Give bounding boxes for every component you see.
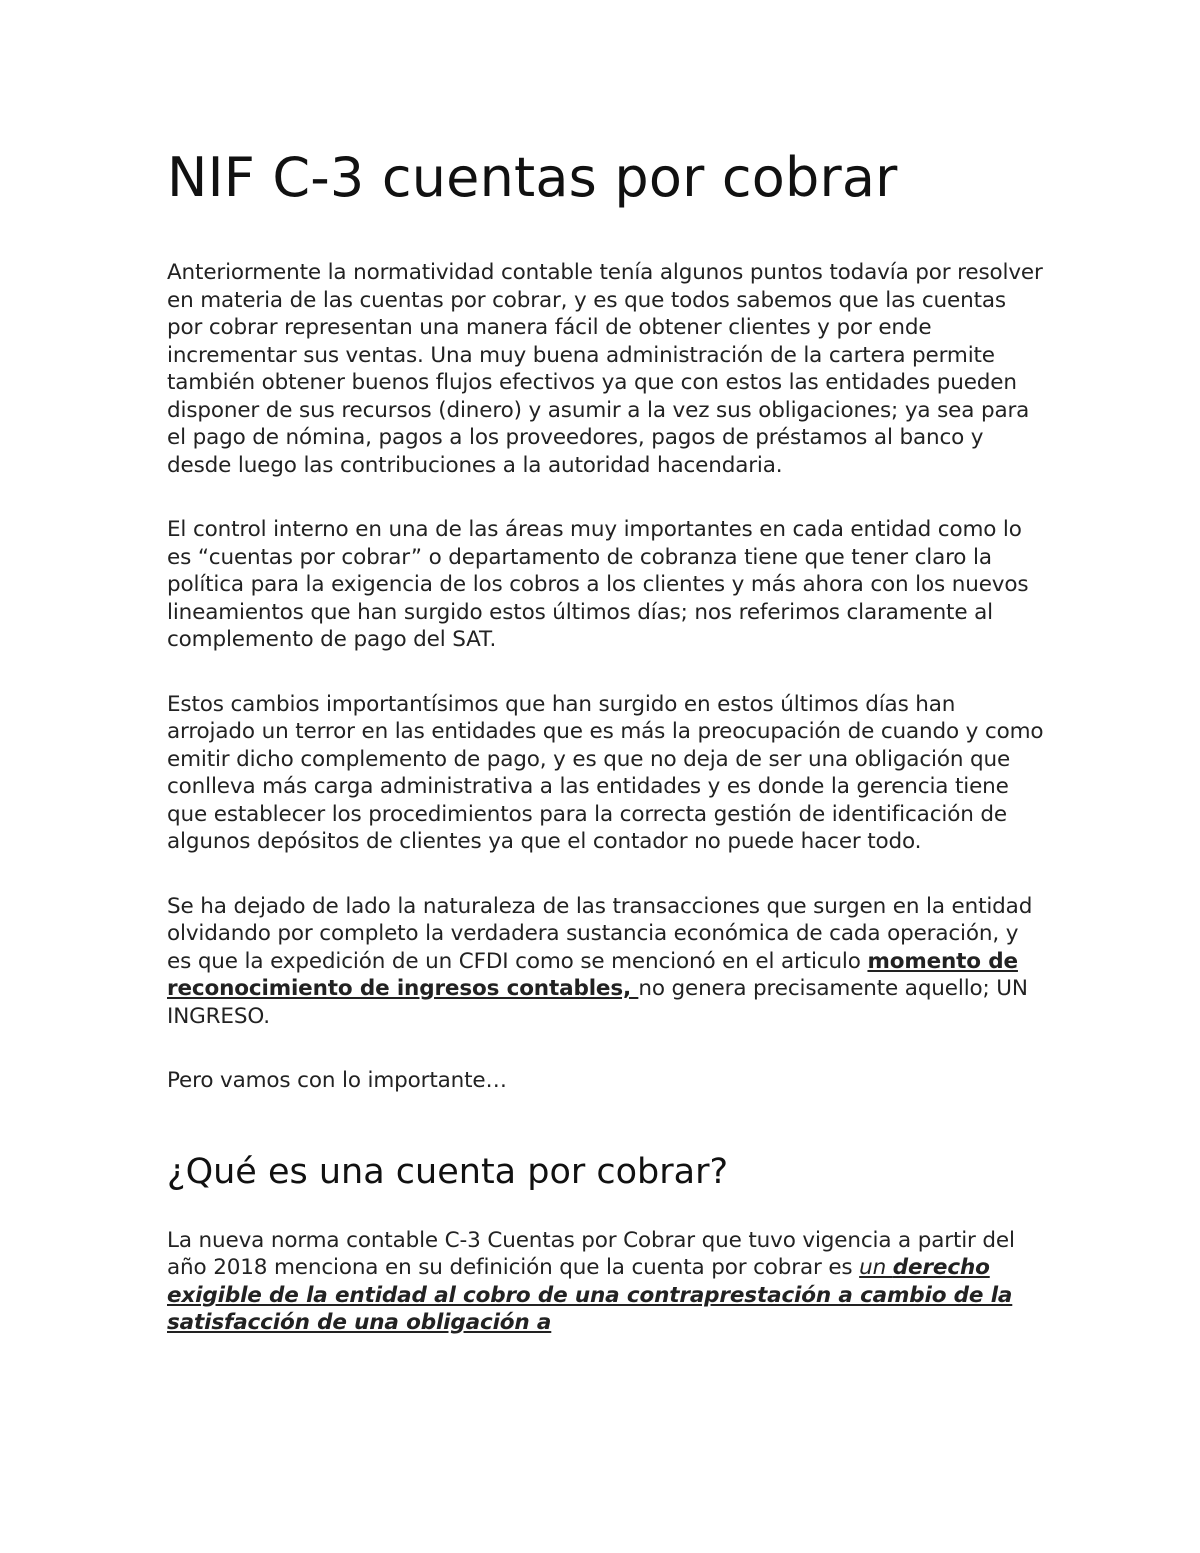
article-link[interactable]: momento de reconocimiento de ingresos contables, bbox=[167, 948, 1018, 1001]
paragraph-control-interno: El control interno en una de las áreas muy importantes en cada entidad como lo es “cuentas por cobrar” o departamento de cobranza tiene que tener claro la política para la exigencia de los cobros a los clientes y más ahora con los nuevos lineamientos que han surgido estos últimos días; nos referimos claramente al complemento de pago del SAT. bbox=[167, 517, 1029, 652]
paragraph-definicion bbox=[167, 1227, 1047, 1337]
definition-link-start[interactable]: un bbox=[859, 1255, 893, 1280]
document-page bbox=[167, 140, 1047, 1374]
paragraph-naturaleza-text-before: Se ha dejado de lado la naturaleza de las transacciones que surgen en la entidad olvidando por completo la verdadera sustancia económica de cada operación, y es que la expedición de un CFDI como se mencionó en el articulo bbox=[167, 893, 1033, 974]
paragraph-importante: Pero vamos con lo importante… bbox=[167, 1068, 507, 1093]
paragraph-intro: Anteriormente la normatividad contable tenía algunos puntos todavía por resolver en materia de las cuentas por cobrar, y es que todos sabemos que las cuentas por cobrar representan una manera fácil de obtener clientes y por ende incrementar sus ventas. Una muy buena administración de la cartera permite también obtener buenos flujos efectivos ya que con estos las entidades pueden disponer de sus recursos (dinero) y asumir a la vez sus obligaciones; ya sea para el pago de nómina, pagos a los proveedores, pagos de préstamos al banco y desde luego las contribuciones a la autoridad hacendaria. bbox=[167, 260, 1043, 478]
definition-link[interactable]: derecho exigible de la entidad al cobro de una contraprestación a cambio de la satisfacción de una obligación a bbox=[167, 1255, 1013, 1335]
paragraph-cambios: Estos cambios importantísimos que han surgido en estos últimos días han arrojado un terror en las entidades que es más la preocupación de cuando y como emitir dicho complemento de pago, y es que no deja de ser una obligación que conlleva más carga administrativa a las entidades y es donde la gerencia tiene que establecer los procedimientos para la correcta gestión de identificación de algunos depósitos de clientes ya que el contador no puede hacer todo. bbox=[167, 691, 1044, 854]
paragraph-definicion-text: La nueva norma contable C-3 Cuentas por Cobrar que tuvo vigencia a partir del año 2018 menciona en su definición que la cuenta por cobrar es bbox=[167, 1227, 1015, 1280]
section-heading: ¿Qué es una cuenta por cobrar? bbox=[167, 1151, 729, 1192]
document-title: NIF C-3 cuentas por cobrar bbox=[167, 146, 898, 209]
paragraph-naturaleza bbox=[167, 893, 1047, 1031]
paragraph-naturaleza-text-after: no genera precisamente aquello; UN INGRESO. bbox=[167, 976, 1028, 1029]
